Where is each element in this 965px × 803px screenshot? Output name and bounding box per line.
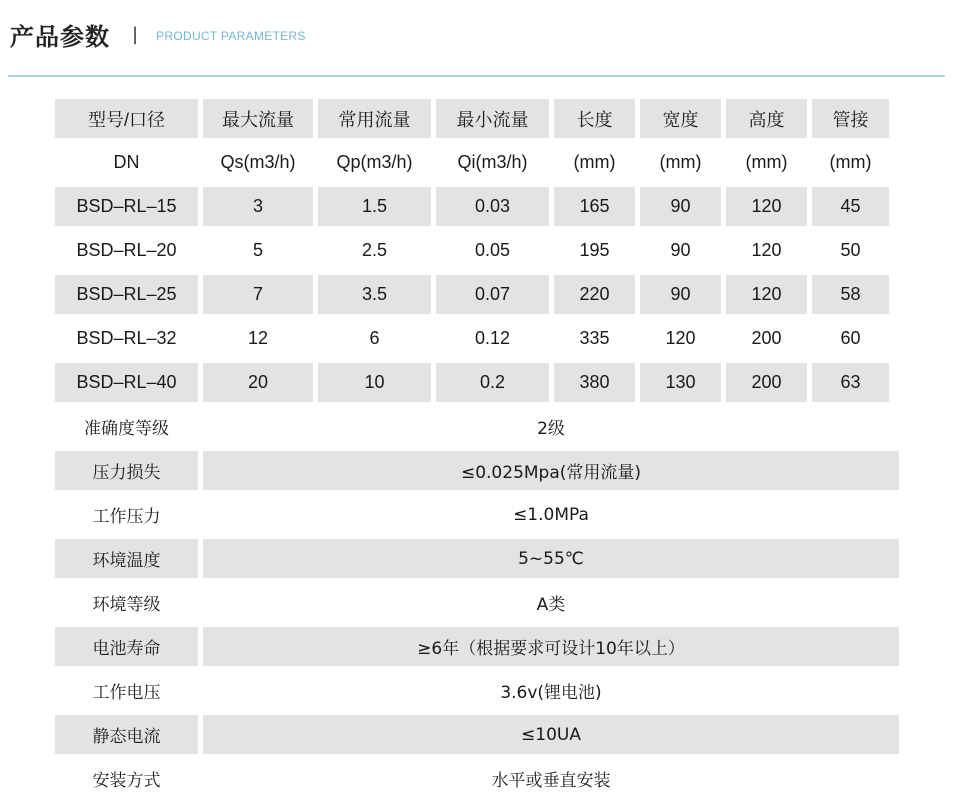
spec-value: 2级	[537, 419, 565, 439]
spec-row	[55, 583, 901, 627]
table-cell: 220	[554, 275, 635, 314]
spec-row	[55, 671, 901, 715]
spec-row	[55, 451, 901, 495]
table-cell: Qi(m3/h)	[457, 152, 528, 172]
spec-value: ≥6年（根据要求可设计10年以上）	[203, 627, 899, 666]
table-cell: 2.5	[361, 240, 388, 260]
spec-value: 水平或垂直安装	[491, 771, 611, 791]
table-cell: 200	[751, 328, 782, 348]
spec-label: 静态电流	[55, 715, 198, 754]
table-cell: 0.07	[436, 275, 549, 314]
table-cell: 0.12	[474, 328, 511, 348]
table-cell: 90	[640, 187, 721, 226]
table-cell: Qp(m3/h)	[336, 152, 413, 172]
spec-label: 压力损失	[55, 451, 198, 490]
table-cell: 管接	[812, 99, 889, 138]
table-cell: (mm)	[659, 152, 702, 172]
table-cell: 1.5	[318, 187, 431, 226]
table-cell: 0.2	[436, 363, 549, 402]
table-cell: 63	[812, 363, 889, 402]
table-cell: 5	[252, 240, 263, 260]
table-cell: 宽度	[640, 99, 721, 138]
spec-label: 环境等级	[92, 595, 161, 615]
section-header	[10, 14, 306, 54]
table-cell: 20	[203, 363, 313, 402]
spec-value: 3.6v(锂电池)	[500, 683, 602, 703]
table-cell: 0.03	[436, 187, 549, 226]
spec-value: ≤1.0MPa	[513, 504, 589, 525]
table-row	[55, 231, 901, 275]
table-cell: BSD–RL–25	[55, 275, 198, 314]
table-cell: 45	[812, 187, 889, 226]
table-cell: BSD–RL–15	[55, 187, 198, 226]
spec-value: ≤10UA	[203, 715, 899, 754]
spec-label: 环境温度	[55, 539, 198, 578]
table-header-row	[55, 99, 901, 143]
table-row	[55, 187, 901, 231]
table-cell: 380	[554, 363, 635, 402]
table-cell: 高度	[726, 99, 807, 138]
spec-row	[55, 407, 901, 451]
spec-value: 5~55℃	[203, 539, 899, 578]
spec-value: ≤0.025Mpa(常用流量)	[203, 451, 899, 490]
table-cell: 90	[670, 240, 691, 260]
page-subtitle: PRODUCT PARAMETERS	[156, 28, 306, 43]
table-unit-row	[55, 143, 901, 187]
table-cell: 3	[203, 187, 313, 226]
table-cell: 90	[640, 275, 721, 314]
table-cell: 195	[579, 240, 610, 260]
table-cell: 最大流量	[203, 99, 313, 138]
table-cell: 0.05	[474, 240, 511, 260]
table-cell: BSD–RL–20	[76, 240, 177, 260]
table-cell: 130	[640, 363, 721, 402]
spec-label: 电池寿命	[55, 627, 198, 666]
spec-row	[55, 495, 901, 539]
table-cell: 长度	[554, 99, 635, 138]
page-title: 产品参数	[10, 22, 110, 51]
spec-row	[55, 759, 901, 803]
spec-label: 安装方式	[92, 771, 161, 791]
table-cell: 型号/口径	[55, 99, 198, 138]
table-cell: 12	[247, 328, 269, 348]
table-cell: BSD–RL–40	[55, 363, 198, 402]
table-cell: (mm)	[573, 152, 616, 172]
spec-value: A类	[536, 595, 566, 615]
table-cell: 120	[726, 187, 807, 226]
table-row	[55, 363, 901, 407]
table-cell: 50	[840, 240, 861, 260]
table-cell: 120	[665, 328, 696, 348]
table-cell: 165	[554, 187, 635, 226]
table-cell: Qs(m3/h)	[220, 152, 296, 172]
table-cell: 200	[726, 363, 807, 402]
title-separator: |	[132, 23, 139, 45]
spec-row	[55, 627, 901, 671]
table-cell: 120	[726, 275, 807, 314]
spec-label: 准确度等级	[84, 419, 169, 439]
spec-label: 工作压力	[92, 507, 161, 527]
table-cell: 58	[812, 275, 889, 314]
table-cell: 3.5	[318, 275, 431, 314]
table-cell: 10	[318, 363, 431, 402]
table-row	[55, 319, 901, 363]
table-row	[55, 275, 901, 319]
table-cell: 120	[751, 240, 782, 260]
table-cell: 6	[369, 328, 380, 348]
table-cell: 7	[203, 275, 313, 314]
table-cell: BSD–RL–32	[76, 328, 177, 348]
parameters-table	[55, 99, 901, 803]
spec-row	[55, 715, 901, 759]
spec-label: 工作电压	[92, 683, 161, 703]
table-cell: DN	[113, 152, 140, 172]
table-cell: 60	[840, 328, 861, 348]
table-cell: (mm)	[829, 152, 872, 172]
table-cell: 常用流量	[318, 99, 431, 138]
header-divider	[8, 75, 945, 77]
table-cell: 最小流量	[436, 99, 549, 138]
table-cell: (mm)	[745, 152, 788, 172]
spec-row	[55, 539, 901, 583]
table-cell: 335	[579, 328, 610, 348]
